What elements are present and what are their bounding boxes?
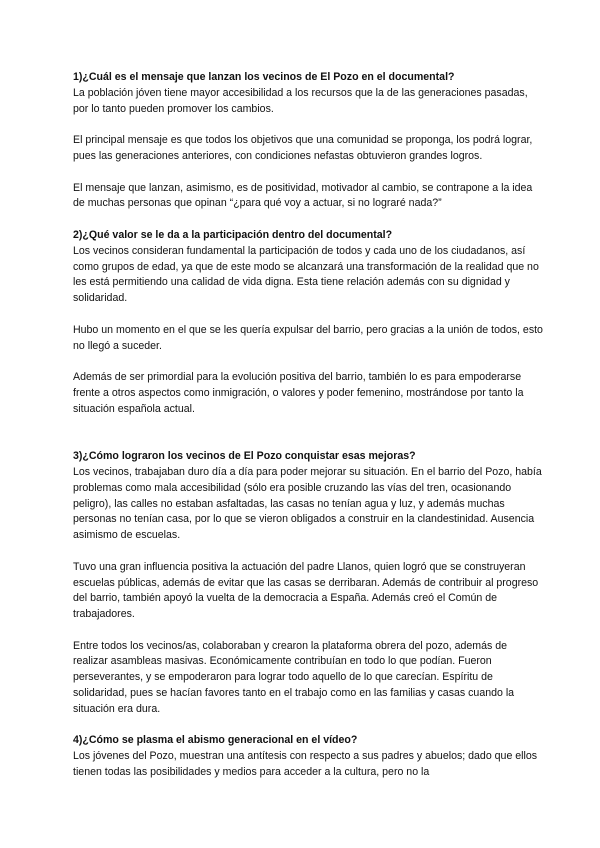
- question-4-paragraph-1: Los jóvenes del Pozo, muestran una antítesis con respecto a sus padres y abuelos; dado que ellos tienen todas las posibilidades y medios para acceder a la cultura, pero no la: [73, 750, 538, 779]
- question-3-heading: 3)¿Cómo lograron los vecinos de El Pozo conquistar esas mejoras?: [73, 450, 416, 463]
- question-1-paragraph-1: La población jóven tiene mayor accesibilidad a los recursos que la de las generaciones pasadas, por lo tanto pueden promover los cambios.: [73, 86, 528, 115]
- question-1-paragraph-2: El principal mensaje es que todos los objetivos que una comunidad se proponga, los podrá lograr, pues las generaciones anteriores, con condiciones nefastas obtuvieron grandes logros.: [73, 134, 533, 162]
- question-3-paragraph-1: Los vecinos, trabajaban duro día a día para poder mejorar su situación. En el barrio del Pozo, había problemas como mala accesibilidad (sólo era posible cruzando las vías del tren, ocasionando peligro), las calles no estaban asfaltadas, las casas no tenían agua y luz, y además muchas personas no tenían casa, por lo que se vieron obligados a construir en la clandestinidad. Ausencia asimismo de escuelas.: [73, 465, 542, 542]
- question-4-heading: 4)¿Cómo se plasma el abismo generacional en el vídeo?: [73, 734, 358, 747]
- question-1-paragraph-3: El mensaje que lanzan, asimismo, es de positividad, motivador al cambio, se contrapone a la idea de muchas personas que opinan “¿para qué voy a actuar, si no lograré nada?”: [73, 181, 533, 210]
- question-3-paragraph-3: Entre todos los vecinos/as, colaboraban y crearon la plataforma obrera del pozo, además de realizar asambleas masivas. Económicamente contribuían en todo lo que podían. Fueron perseverantes, y se empoderaron para lograr todo aquello de lo que carecían. Espíritu de solidaridad, pues se hacían favores tanto en el trabajo como en las familias y casas cuando la situación era dura.: [73, 639, 515, 715]
- question-1-heading: 1)¿Cuál es el mensaje que lanzan los vecinos de El Pozo en el documental?: [73, 71, 455, 83]
- question-2-heading: 2)¿Qué valor se le da a la participación dentro del documental?: [73, 228, 393, 241]
- question-3-paragraph-2: Tuvo una gran influencia positiva la actuación del padre Llanos, quien logró que se construyeran escuelas públicas, además de evitar que las casas se derribaran. Además de contribuir al progreso del barrio, también apoyó la vuelta de la democracia a España. Además creó el Común de trabajadores.: [73, 560, 539, 621]
- question-2-paragraph-1: Los vecinos consideran fundamental la participación de todos y cada uno de los ciudadanos, así como grupos de edad, ya que de este modo se alcanzará una transformación de la realidad que no les está permitiendo una calidad de vida digna. Esta tiene relación además con su dignidad y solidaridad.: [73, 244, 539, 305]
- question-2-paragraph-3: Además de ser primordial para la evolución positiva del barrio, también lo es para empoderarse frente a otros aspectos como inmigración, o valores y poder femenino, mostrándose por tanto la situación española actual.: [73, 371, 524, 415]
- question-2-paragraph-2: Hubo un momento en el que se les quería expulsar del barrio, pero gracias a la unión de todos, esto no llegó a suceder.: [73, 323, 543, 352]
- document-page: [73, 70, 543, 781]
